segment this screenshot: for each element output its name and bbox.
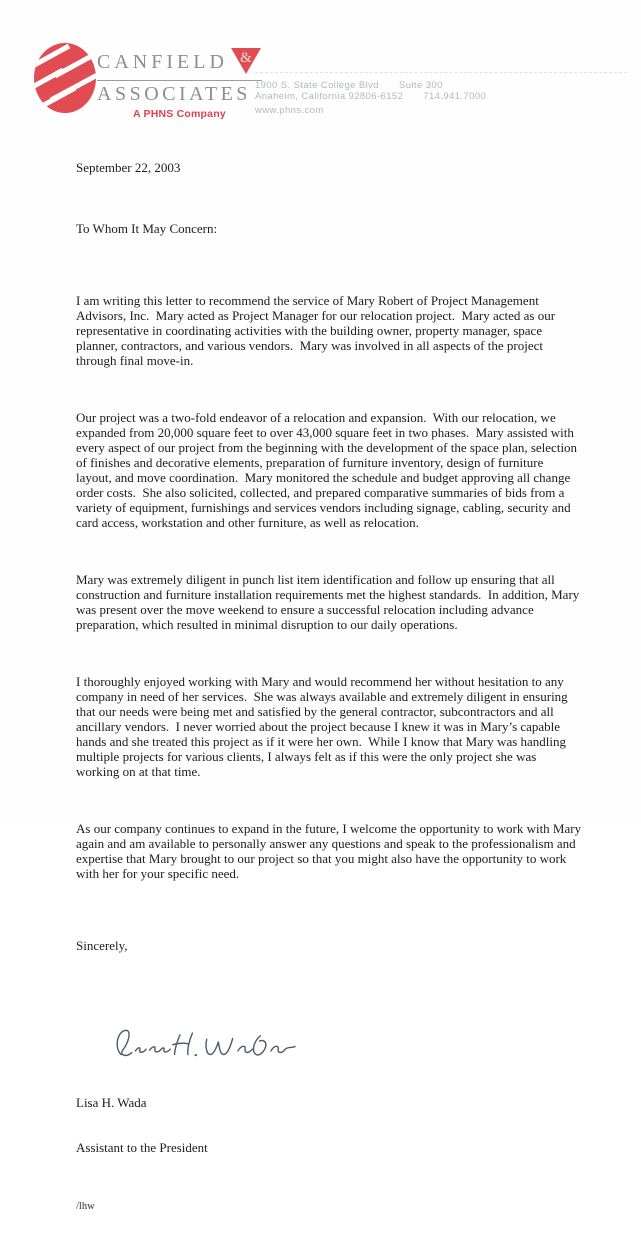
letter-closing: Sincerely, [76, 938, 128, 953]
address-suite: Suite 300 [399, 80, 443, 91]
letter-paragraph-3: Mary was extremely diligent in punch list item identification and follow up ensuring that all construction and furniture installation requirements met the highest standards. In addition, Mary was present over the move weekend to ensure a successful relocation including advance preparation, which resulted in minimal disruption to our daily operations. [76, 572, 583, 632]
reference-initials: /lhw [76, 1201, 95, 1212]
letter-date: September 22, 2003 [76, 160, 181, 175]
company-name-line1: CANFIELD [97, 50, 228, 73]
letterhead-address-block [255, 72, 627, 116]
svg-text:&: & [240, 50, 252, 66]
company-name-line2: ASSOCIATES [97, 83, 251, 105]
company-tagline: A PHNS Company [133, 108, 226, 120]
handwritten-signature-image [78, 1002, 582, 1048]
letter-paragraph-4: I thoroughly enjoyed working with Mary and would recommend her without hesitation to any company in need of her services. She was always available and extremely diligent in ensuring that our needs were being met and satisfied by the general contractor, subcontractors and all ancillary vendors. I never worried about the project because I knew it was in Mary’s capable hands and she treated this project as if it were her own. While I know that Mary was handling multiple projects for various clients, I always felt as if this were the only project she was working on at that time. [76, 674, 571, 779]
signer-title: Assistant to the President [76, 1140, 208, 1155]
letterhead-address [255, 80, 627, 102]
letter-body [76, 130, 585, 1244]
letter-paragraph-2: Our project was a two-fold endeavor of a relocation and expansion. With our relocation, we expanded from 20,000 square feet to over 43,000 square feet in two phases. Mary assisted with every aspect of our project from the beginning with the development of the space plan, selection of finishes and decorative elements, preparation of furniture inventory, design of furniture layout, and move coordination. Mary monitored the schedule and budget approving all change order costs. She also solicited, collected, and prepared comparative summaries of bids from a variety of equipment, furnishings and services vendors including signage, cabling, security and card access, workstation and other furniture, as well as relocation. [76, 410, 581, 530]
address-city-state-zip: Anaheim, California 92806-6152 [255, 91, 404, 102]
letterhead-website: www.phns.com [255, 105, 324, 116]
letter-salutation: To Whom It May Concern: [76, 221, 218, 236]
company-wordmark [97, 45, 262, 120]
letter-paragraph-1: I am writing this letter to recommend the service of Mary Robert of Project Management Advisors, Inc. Mary acted as Project Manager for our relocation project. Mary acted as our representative in coordinating activities with the building owner, property manager, space planner, contractors, and various vendors. Mary was involved in all aspects of the project through final move-in. [76, 293, 559, 368]
address-phone: 714.941.7000 [423, 91, 487, 102]
signer-name: Lisa H. Wada [76, 1095, 147, 1110]
letter-paragraph-5: As our company continues to expand in the future, I welcome the opportunity to work with Mary again and am available to personally answer any questions and speak to the professionalism and expertise that Mary brought to our project so that you might also have the opportunity to work with her for your specific need. [76, 821, 585, 881]
address-street: 1900 S. State College Blvd [255, 80, 379, 91]
company-logo-icon [33, 42, 97, 119]
company-name-row [97, 45, 262, 81]
